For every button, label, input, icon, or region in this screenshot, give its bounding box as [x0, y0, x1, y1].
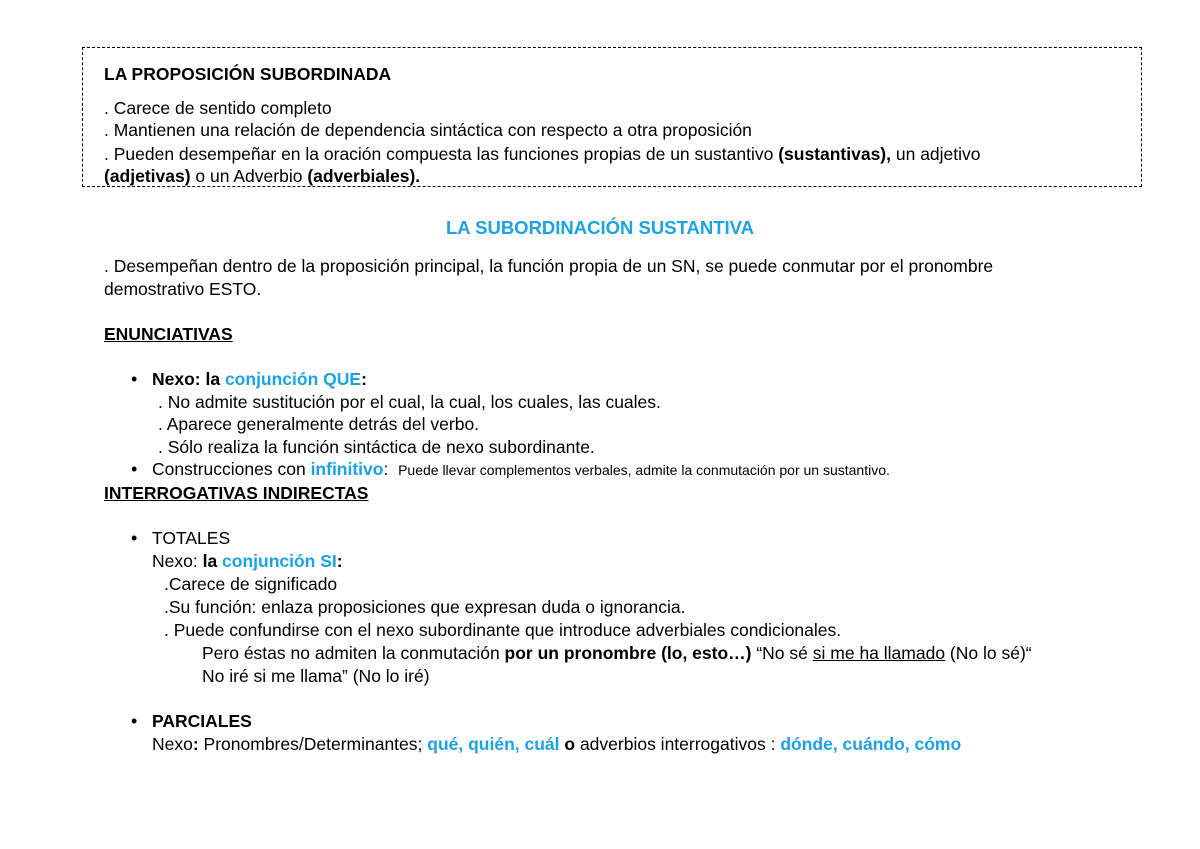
box-line-4-bold: (adjetivas) — [104, 166, 191, 186]
nexo-parciales — [152, 733, 961, 755]
bullet-icon: • — [131, 528, 138, 548]
nexo-parciales-label: Nexo — [152, 734, 193, 754]
enunciativa-point-3: . Sólo realiza la función sintáctica de nexo subordinante. — [158, 437, 595, 457]
example-text: Pero éstas no admiten la conmutación — [202, 643, 505, 663]
nexo-si-label: Nexo: — [152, 551, 203, 571]
nexo-parciales-adverbs-label: adverbios interrogativos : — [575, 734, 781, 754]
intro-line-1: . Desempeñan dentro de la proposición principal, la función propia de un SN, se puede conmutar por el pronombre — [104, 256, 994, 276]
nexo-parciales-text: Pronombres/Determinantes; — [198, 734, 428, 754]
example-underlined: si me ha llamado — [812, 643, 946, 663]
intro-line-2: demostrativo ESTO. — [104, 279, 262, 299]
totales-example-1 — [202, 642, 1032, 664]
construcciones-infinitivo — [152, 458, 890, 481]
bullet-icon: • — [131, 369, 138, 389]
bullet-icon: • — [131, 711, 138, 731]
nexo-parciales-pronouns: qué, quién, cuál — [427, 734, 560, 754]
enunciativa-point-1: . No admite sustitución por el cual, la cual, los cuales, las cuales. — [158, 392, 661, 412]
nexo-label: Nexo: la — [152, 369, 225, 389]
nexo-que — [152, 368, 367, 390]
nexo-value: conjunción QUE — [224, 369, 362, 389]
nexo-parciales-colon: : — [192, 734, 199, 754]
parciales-label: PARCIALES — [152, 711, 252, 731]
box-line-4-bold-end: (adverbiales). — [307, 166, 421, 186]
nexo-si — [152, 550, 343, 572]
example-quote: “No sé — [751, 643, 813, 663]
nexo-parciales-adverbs: dónde, cuándo, cómo — [780, 734, 962, 754]
totales-point-2: .Su función: enlaza proposiciones que expresan duda o ignorancia. — [164, 597, 686, 617]
box-title: LA PROPOSICIÓN SUBORDINADA — [104, 64, 392, 84]
box-line-1: . Carece de sentido completo — [104, 98, 332, 118]
box-line-2: . Mantienen una relación de dependencia sintáctica con respecto a otra proposición — [104, 120, 752, 140]
nexo-si-colon: : — [336, 551, 343, 571]
box-line-4 — [104, 165, 420, 187]
constr-colon: : — [383, 459, 389, 479]
section-title: LA SUBORDINACIÓN SUSTANTIVA — [446, 217, 754, 238]
box-line-3-text: . Pueden desempeñar en la oración compuesta las funciones propias de un sustantivo — [104, 144, 779, 164]
box-line-3-bold: (sustantivas), — [778, 144, 891, 164]
example-bold: por un pronombre (lo, esto…) — [504, 643, 752, 663]
nexo-si-value: conjunción SI — [222, 551, 337, 571]
totales-point-3: . Puede confundirse con el nexo subordinante que introduce adverbiales condicionales. — [164, 620, 842, 640]
nexo-parciales-or: o — [559, 734, 576, 754]
constr-value: infinitivo — [310, 459, 384, 479]
constr-label: Construcciones con — [152, 459, 311, 479]
nexo-colon: : — [361, 369, 367, 389]
box-line-3 — [104, 143, 981, 165]
nexo-si-article: la — [202, 551, 223, 571]
heading-enunciativas: ENUNCIATIVAS — [104, 324, 233, 344]
totales-point-1: .Carece de significado — [164, 574, 338, 594]
constr-note: Puede llevar complementos verbales, admite la conmutación por un sustantivo. — [398, 462, 890, 478]
box-line-3-end: un adjetivo — [891, 144, 981, 164]
totales-label: TOTALES — [152, 528, 231, 548]
bullet-icon: • — [131, 459, 138, 479]
enunciativa-point-2: . Aparece generalmente detrás del verbo. — [158, 414, 480, 434]
totales-example-2: No iré si me llama” (No lo iré) — [202, 666, 430, 686]
box-line-4-text: o un Adverbio — [190, 166, 308, 186]
heading-interrogativas: INTERROGATIVAS INDIRECTAS — [104, 483, 369, 503]
example-end: (No lo sé)“ — [945, 643, 1032, 663]
